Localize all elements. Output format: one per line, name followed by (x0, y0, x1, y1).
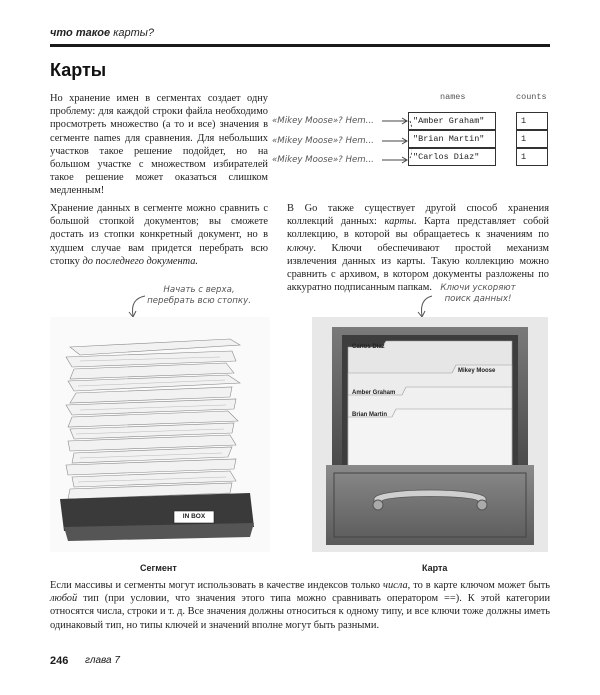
caption-slice: Сегмент (140, 563, 177, 573)
counts-cell-3: 1 (516, 148, 548, 166)
drawer-tab-2: Mikey Moose (458, 368, 496, 374)
page-number: 246 (50, 655, 69, 667)
left-paragraph-1: Но хранение имен в сегментах создает одну проблему: для каждой строки файла необходимо просмотреть множество (а то и все) значения в сегменте names для сравнения. Для небольших участков такое решение подойдет, но на большом участке с множеством избирателей такое решение может оказаться слишком медленным! (50, 93, 268, 197)
names-cell-2: "Brian Martin" (408, 130, 496, 148)
note-keys-arrow (414, 292, 436, 320)
file-drawer-image (312, 317, 548, 552)
note-stack: Начать с верха, перебрать всю стопку. (147, 285, 251, 306)
names-column-header: names (440, 92, 466, 102)
left-paragraph-2-text: Хранение данных в сегменте можно сравнить с большой стопкой документов; вы сможете достать из стопки конкретный документ, но в худшем случае вам придется перебрать всю стопку (50, 203, 268, 267)
query-note-3: «Mikey Moose»? Hem... (272, 155, 374, 165)
header-rule (50, 44, 550, 47)
file-drawer-illustration (312, 317, 548, 552)
left-paragraph-2 (50, 202, 268, 268)
running-head (50, 27, 154, 39)
left-paragraph-2-emphasis: до последнего документа. (82, 255, 199, 267)
query-note-2: «Mikey Moose»? Hem... (272, 136, 374, 146)
running-head-italic: карты? (113, 27, 155, 39)
names-cell-3: "Carlos Diaz" (408, 148, 496, 166)
section-title: Карты (50, 60, 107, 80)
paper-stack-illustration (50, 317, 270, 552)
paper-stack-image (50, 317, 270, 552)
running-head-bold: что такое (50, 27, 111, 39)
counts-cell-1: 1 (516, 112, 548, 130)
names-cell-1: "Amber Graham" (408, 112, 496, 130)
drawer-tab-3: Amber Graham (352, 390, 396, 396)
inbox-label: IN BOX (182, 513, 206, 520)
chapter-label: глава 7 (85, 655, 120, 666)
bottom-paragraph: Если массивы и сегменты могут использовать в качестве индексов только числа, то в карте ключом может быть любой тип (при условии, что значения этого типа можно сравнивать оператором ==). К этой категории относятся числа, строки и т. д. Все значения должны относиться к одному типу, и все ключи тоже должны иметь одинаковый тип, но типы ключей и значений вполне могут быть разными. (50, 580, 550, 631)
counts-cell-2: 1 (516, 130, 548, 148)
drawer-tab-4: Brian Martin (352, 412, 388, 418)
caption-map: Карта (422, 563, 448, 573)
query-arrows (380, 112, 412, 168)
right-paragraph: В Go также существует другой способ хранения коллекций данных: карты. Карта представляет собой коллекцию, в которой вы обращаетесь к значениям по ключу. Ключи обеспечивают простой механизм извлечения данных из карты. Такую коллекцию можно сравнить с архивом, в котором документы разложены по аккуратно подписанным папкам. (287, 203, 549, 294)
drawer-tab-1: Carlos Diaz (352, 344, 385, 350)
query-note-1: «Mikey Moose»? Hem... (272, 116, 374, 126)
note-keys: Ключи ускоряют поиск данных! (440, 283, 516, 304)
note-stack-arrow (125, 292, 149, 320)
counts-column-header: counts (516, 92, 547, 102)
